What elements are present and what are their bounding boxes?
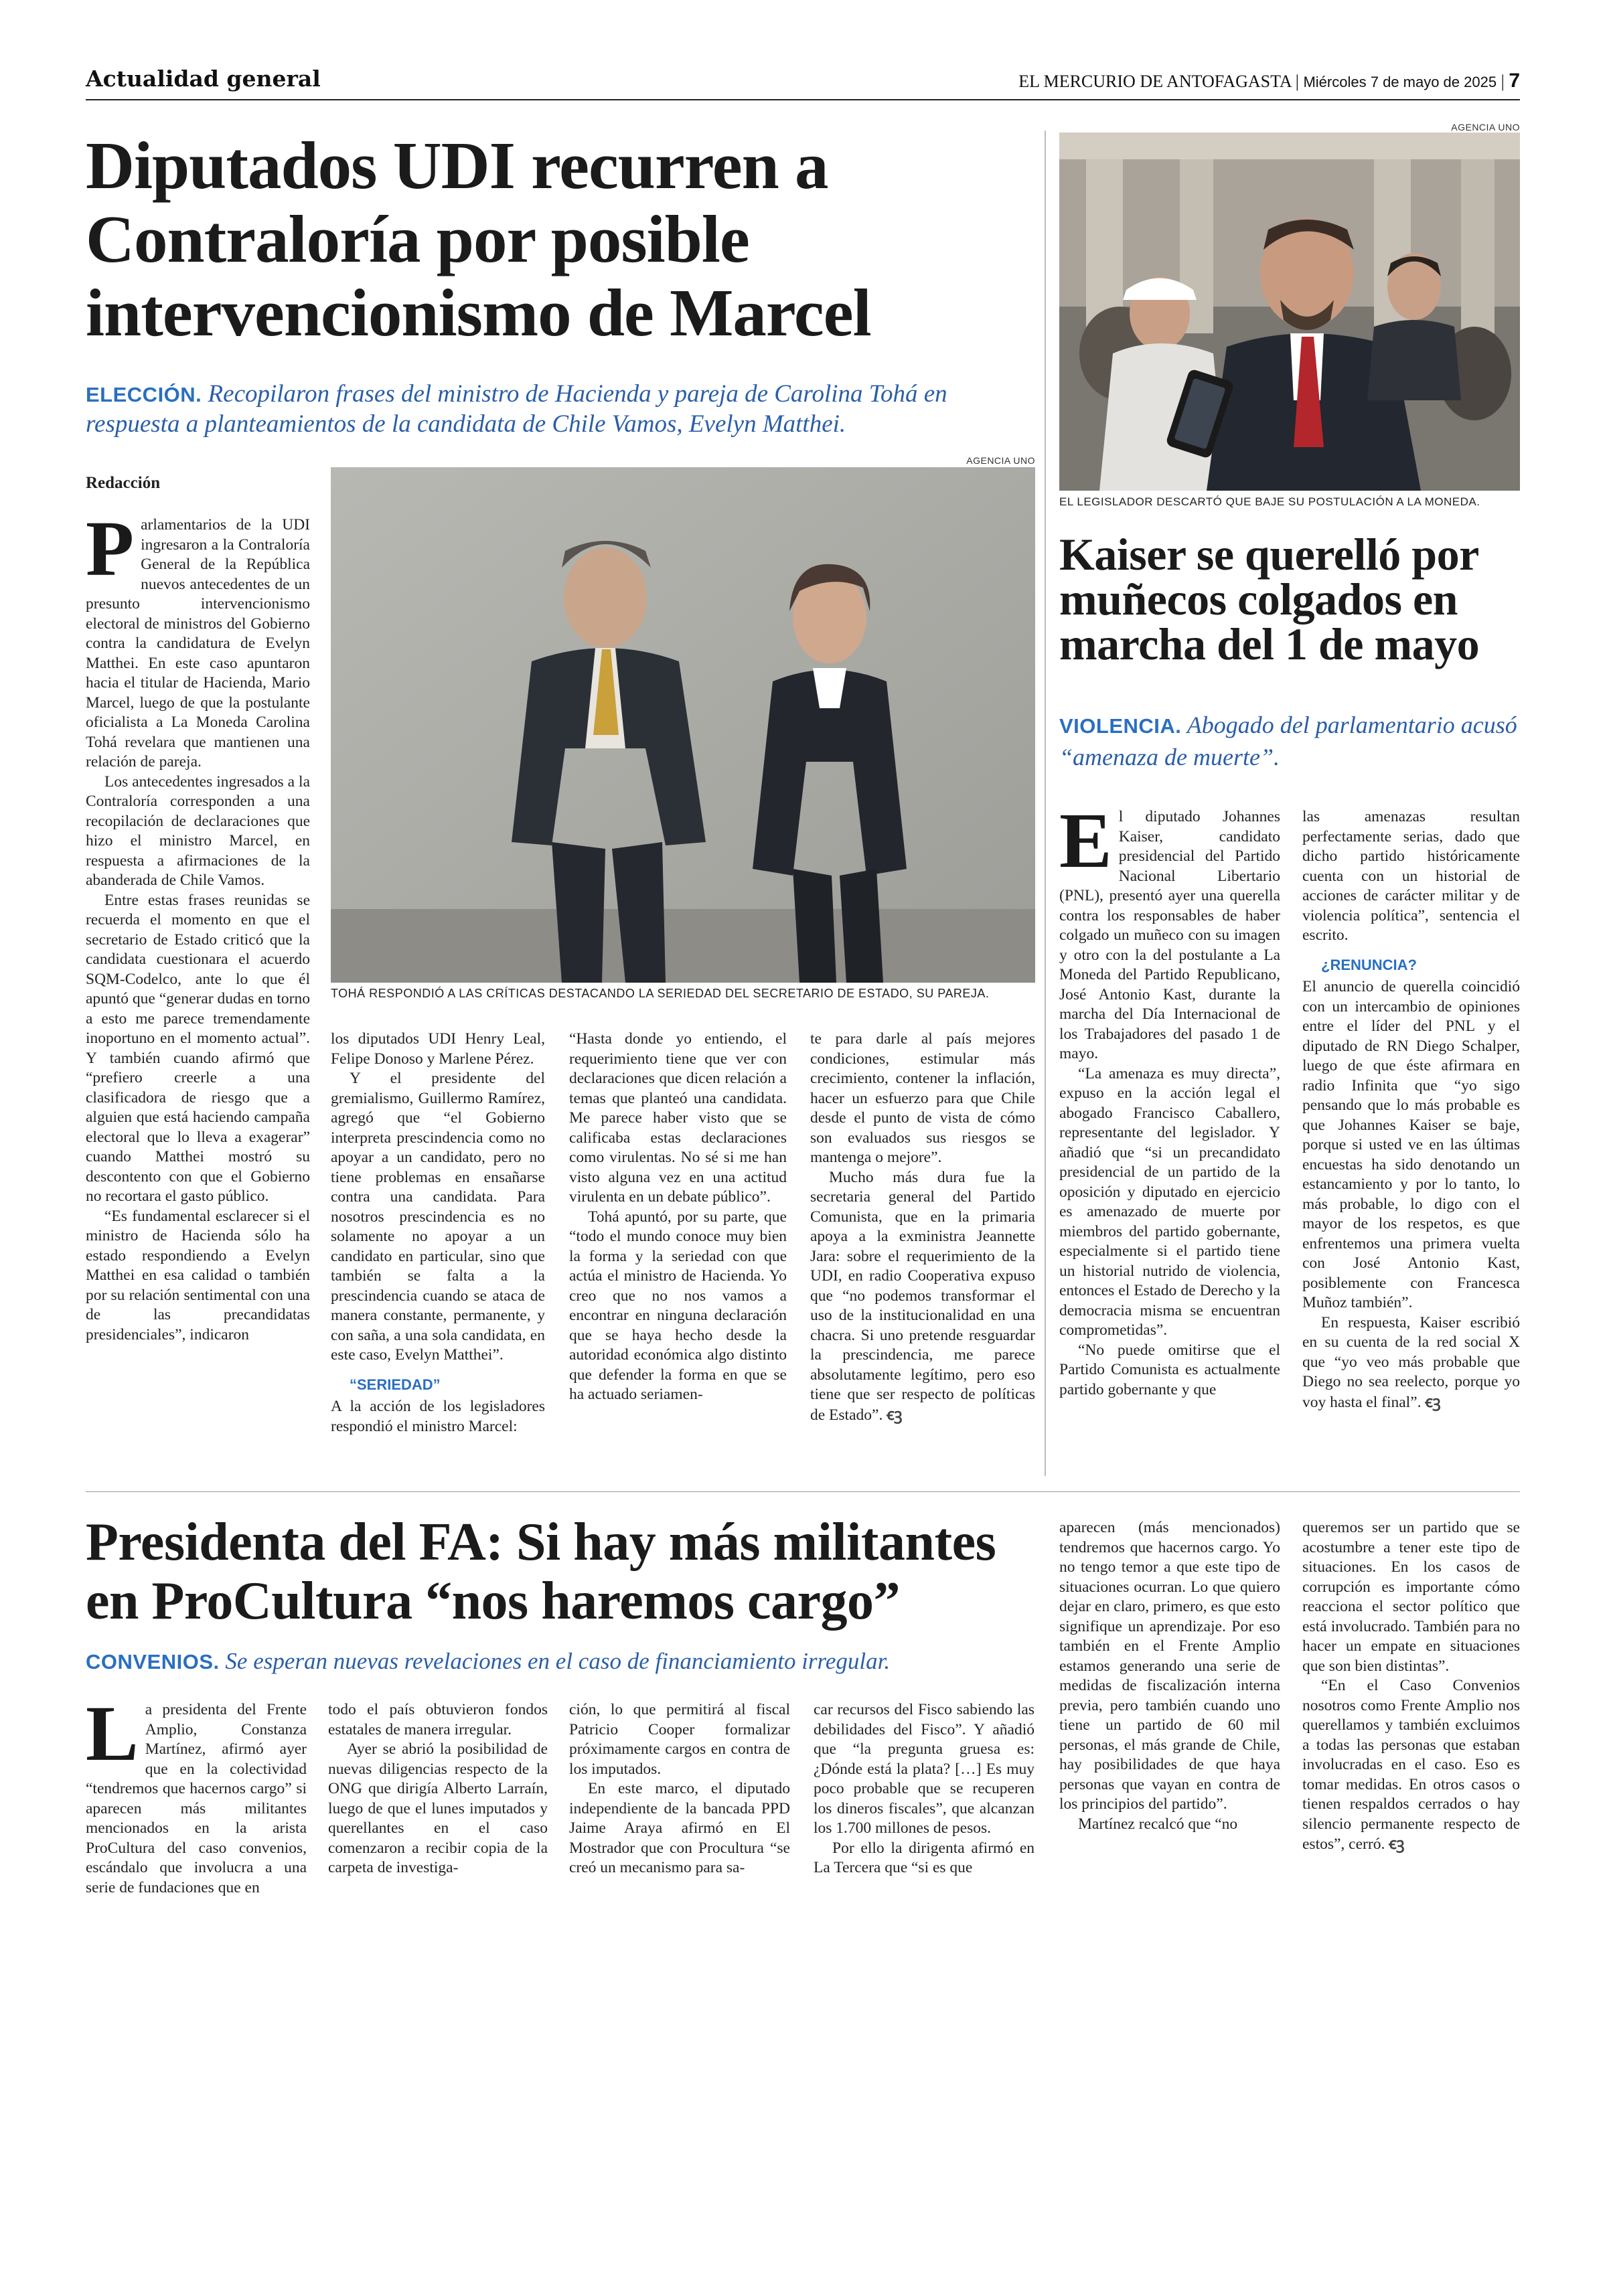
main-col4-p2-text: Mucho más dura fue la secretaria general del Partido Comunista, que en la primaria apoya a la exministra Jeannette Jara: sobre el requerimiento de la UDI, en radio Cooperativa expuso que “no podemos transformar el uso de la institucionalidad en una chacra. Si uno pretende resguardar la prescindencia, me parece absolutamente legítimo, pero eso tiene que ser respecto de políticas de Estado”.	[810, 1168, 1035, 1424]
bottom-col5-p2: Martínez recalcó que “no	[1078, 1815, 1238, 1833]
main-headline: Diputados UDI recurren a Contraloría por posible intervencionismo de Marcel	[86, 128, 871, 350]
side-col2-p3-text: En respuesta, Kaiser escribió en su cuenta de la red social X que “yo veo más probable que Diego no sea reelecto, porque yo voy hasta el final”.	[1302, 1313, 1520, 1411]
publication-date: Miércoles 7 de mayo de 2025	[1303, 74, 1497, 90]
main-col2-p1: los diputados UDI Henry Leal, Felipe Donoso y Marlene Pérez.	[331, 1030, 545, 1068]
bottom-col4-p1: car recursos del Fisco sabiendo las debilidades del Fisco”. Y añadió que “la pregunta gruesa es: ¿Dónde está la plata? […] Es muy poco probable que se recuperen los dineros fiscales”, que alcanzan los 1.700 millones de pesos.	[814, 1701, 1035, 1837]
bottom-deck	[86, 1647, 1043, 1677]
side-kicker: VIOLENCIA.	[1059, 714, 1182, 738]
side-drop-cap: E	[1059, 807, 1112, 884]
side-col-1	[1059, 807, 1280, 1477]
bottom-col3-p2: En este marco, el diputado independiente de la bancada PPD Jaime Araya afirmó en El Mostrador que con Procultura “se creó un mecanismo para sa-	[569, 1780, 790, 1876]
bottom-col5-p1: aparecen (más mencionados) tendremos que hacernos cargo. Yo no tengo temor a que este tipo de situaciones ocurran. Lo que quiero dejar en claro, primero, es que esto signifique un aprendizaje. Por eso también en el Frente Amplio estamos generando una serie de medidas de fiscalización interna previa, pero también cuando uno tiene un partido de 60 mil personas, el más grande de Chile, hay posibilidades de que haya personas que vayan en contra de los principios del partido”.	[1059, 1519, 1280, 1813]
kaiser-photo	[1059, 133, 1520, 491]
main-photo-credit: AGENCIA UNO	[966, 455, 1035, 466]
main-col-2	[331, 1030, 545, 1471]
side-col-2	[1302, 807, 1520, 1477]
bottom-kicker: CONVENIOS.	[86, 1650, 220, 1673]
side-headline: Kaiser se querelló por muñecos colgados en marcha del 1 de mayo	[1059, 529, 1480, 669]
side-col1-p2: “La amenaza es muy directa”, expuso en la acción legal el abogado Francisco Caballero, representante del legislador. Y añadió que “si un precandidato presidencial de un partido de la oposición y diputado en ejercicio es amenazado de muerte por miembros del partido gobernante, especialmente si el partido tiene un historial nutrido de violencia, entonces el Estado de Derecho y la democracia misma se encuentran comprometidas”.	[1059, 1064, 1280, 1339]
bottom-col2-p2: Ayer se abrió la posibilidad de nuevas diligencias respecto de la ONG que dirigía Alberto Larraín, luego de que el lunes imputados y querellantes en el caso comenzaron a recibir copia de la carpeta de investiga-	[328, 1740, 548, 1876]
publication-name: EL MERCURIO DE ANTOFAGASTA	[1018, 72, 1292, 91]
main-col3-p1: “Hasta donde yo entiendo, el requerimiento tiene que ver con declaraciones que dicen relación a temas que planteó una candidata. Me parece haber visto que se calificaba estas declaraciones como virulentas. No sé si me han visto alguna vez en una actitud virulenta en un debate público”.	[569, 1030, 787, 1206]
side-col2-p1: las amenazas resultan perfectamente serias, dado que dicho partido históricamente cuenta con un historial de acciones de carácter militar y de violencia política”, sentencia el escrito.	[1302, 808, 1520, 944]
header-rule	[86, 99, 1520, 100]
side-photo-credit: AGENCIA UNO	[1451, 122, 1520, 133]
marcel-toha-photo	[331, 467, 1035, 983]
side-deck	[1059, 710, 1520, 772]
main-col1-p2: Los antecedentes ingresados a la Contraloría corresponden a una recopilación de declaraciones que hizo el ministro Marcel, en respuesta a afirmaciones de la abanderada de Chile Vamos.	[86, 772, 310, 889]
main-col1-p4: “Es fundamental esclarecer si el ministro de Hacienda sólo ha estado respondiendo a Evelyn Matthei en esa calidad o también por su relación sentimental con una de las precandidatas presidenciales”, indicaron	[86, 1207, 310, 1343]
bottom-col3-p1: ción, lo que permitirá al fiscal Patricio Cooper formalizar próximamente cargos en contra de los imputados.	[569, 1701, 790, 1778]
section-label: Actualidad general	[86, 66, 321, 92]
side-col1-p1: l diputado Johannes Kaiser, candidato presidencial del Partido Nacional Libertario (PNL), presentó ayer una querella contra los responsables de haber colgado un muñeco con su imagen y otro con la del postulante a La Moneda del Partido Republicano, José Antonio Kast, durante la marcha del Día Internacional de los Trabajadores del pasado 1 de mayo.	[1059, 808, 1280, 1062]
bottom-col1-p1: a presidenta del Frente Amplio, Constanza Martínez, afirmó ayer que en la colectividad “tendremos que hacernos cargo” si aparecen más militantes mencionados en la arista ProCultura del caso convenios, escándalo que involucra a una serie de fundaciones que en	[86, 1701, 307, 1896]
bottom-col-4	[814, 1700, 1035, 1914]
side-col2-p2: El anuncio de querella coincidió con un intercambio de opiniones entre el líder del PNL y el diputado de RN Diego Schalper, luego de que éste afirmara en radio Infinita que “yo sigo pensando que lo más probable es que Johannes Kaiser se baje, porque si usted ve en las últimas encuestas ha sido denotando un estancamiento y por lo tanto, lo más probable, lo digo con el mayor de los respetos, es que enfrentemos una primera vuelta con José Antonio Kast, posiblemente con Francesca Muñoz también”.	[1302, 978, 1520, 1311]
column-divider	[1045, 131, 1046, 1476]
main-subhead: “SERIEDAD”	[350, 1376, 441, 1393]
side-photo-caption: EL LEGISLADOR DESCARTÓ QUE BAJE SU POSTULACIÓN A LA MONEDA.	[1059, 495, 1480, 508]
bottom-col6-p1: queremos ser un partido que se acostumbre a tener este tipo de situaciones. En los casos de corrupción es importante cómo reacciona el sector político que está involucrado. También para no hacer un empate en situaciones que son bien distintas”.	[1302, 1519, 1520, 1675]
main-drop-cap: P	[86, 515, 135, 592]
main-deck	[86, 380, 1037, 439]
bottom-col2-p1: todo el país obtuvieron fondos estatales de manera irregular.	[328, 1701, 548, 1738]
main-col4-p2	[810, 1168, 1035, 1426]
main-col3-p2: Tohá apuntó, por su parte, que “todo el mundo conoce muy bien la forma y la seriedad con que actúa el ministro de Hacienda. Yo creo que no nos vamos a encontrar en ninguna declaración que se haya hecho desde la autoridad económica algo distinto que defender la forma en que se ha actuado seriamen-	[569, 1208, 787, 1403]
main-col-3	[569, 1030, 787, 1471]
bottom-deck-text: Se esperan nuevas revelaciones en el caso de financiamiento irregular.	[225, 1648, 891, 1674]
main-byline: Redacción	[86, 474, 161, 492]
section-divider	[86, 1491, 1520, 1492]
bottom-drop-cap: L	[86, 1700, 139, 1777]
bottom-end-mark: ꞓꝫ	[1389, 1835, 1405, 1852]
main-photo-caption: TOHÁ RESPONDIÓ A LAS CRÍTICAS DESTACANDO LA SERIEDAD DEL SECRETARIO DE ESTADO, SU PAREJA.	[331, 987, 990, 1000]
page-number: 7	[1509, 70, 1520, 92]
bottom-col-3	[569, 1700, 790, 1914]
main-col-4	[810, 1030, 1035, 1471]
main-end-mark: ꞓꝫ	[887, 1405, 903, 1423]
main-col1-p1: arlamentarios de la UDI ingresaron a la Contraloría General de la República nuevos antecedentes de un presunto intervencionismo electoral de ministros del Gobierno contra la candidatura de Evelyn Matthei. En este caso apuntaron hacia el titular de Hacienda, Mario Marcel, luego de que la postulante oficialista a La Moneda Carolina Tohá revelara que mantienen una relación de pareja.	[86, 516, 310, 770]
publication-info: EL MERCURIO DE ANTOFAGASTA | Miércoles 7 de mayo de 2025 | 7	[1018, 70, 1520, 92]
side-col2-p3	[1302, 1313, 1520, 1413]
main-kicker: ELECCIÓN.	[86, 383, 202, 406]
bottom-col6-p2	[1302, 1676, 1520, 1855]
bottom-col6-p2-text: “En el Caso Convenios nosotros como Frente Amplio nos querellamos y también excluimos a todas las personas que estaban involucradas en el caso. Eso es tomar medidas. En otros casos o tienen respaldos cerrados o hay silencio permanente respecto de estos”, cerró.	[1302, 1677, 1520, 1853]
main-col-1	[86, 515, 310, 1466]
side-end-mark: ꞓꝫ	[1425, 1392, 1441, 1410]
main-col1-p3: Entre estas frases reunidas se recuerda el momento en que el secretario de Estado criticó que la candidata cuestionara el acuerdo SQM-Codelco, ante lo que él apuntó que “generar dudas en torno a esto me parece tremendamente inoportuno en el momento actual”. Y también cuando afirmó que “prefiero creerle a una clasificadora de riesgo que a alguien que está haciendo campaña electoral que lo lleva a exagerar” cuando Matthei mostró su descontento con que el Gobierno no recortara el gasto público.	[86, 891, 310, 1205]
main-photo	[331, 467, 1035, 983]
bottom-col-5	[1059, 1518, 1280, 1920]
side-subhead: ¿RENUNCIA?	[1321, 956, 1417, 973]
bottom-col-1	[86, 1700, 307, 1914]
main-deck-text: Recopilaron frases del ministro de Hacienda y pareja de Carolina Tohá en respuesta a planteamientos de la candidata de Chile Vamos, Evelyn Matthei.	[86, 380, 947, 438]
side-photo	[1059, 133, 1520, 491]
main-col2-p2: Y el presidente del gremialismo, Guillermo Ramírez, agregó que “el Gobierno interpreta prescindencia como no apoyar a un candidato, pero no tiene problemas en ensañarse contra una candidata. Para nosotros prescindencia es no solamente no apoyar a un candidato en particular, sino que también se falta a la prescindencia cuando se ataca de manera constante, permanente, y con saña, a una sola candidata, en este caso, Evelyn Matthei”.	[331, 1070, 545, 1364]
bottom-col-6	[1302, 1518, 1520, 1920]
side-col1-p3: “No puede omitirse que el Partido Comunista es actualmente partido gobernante y que	[1059, 1341, 1280, 1398]
main-col4-p1: te para darle al país mejores condiciones, estimular más crecimiento, contener la inflación, hacer un esfuerzo para que Chile desde el punto de vista de cómo son evaluados sus riesgos se mantenga o mejore”.	[810, 1030, 1035, 1166]
bottom-col4-p2: Por ello la dirigenta afirmó en La Tercera que “si es que	[814, 1839, 1035, 1876]
side-deck-text: Abogado del parlamentario acusó “amenaza de muerte”.	[1059, 712, 1517, 770]
bottom-headline: Presidenta del FA: Si hay más militantes en ProCultura “nos haremos cargo”	[86, 1513, 996, 1631]
main-col2-p3: A la acción de los legisladores respondió el ministro Marcel:	[331, 1398, 545, 1435]
bottom-col-2	[328, 1700, 548, 1914]
